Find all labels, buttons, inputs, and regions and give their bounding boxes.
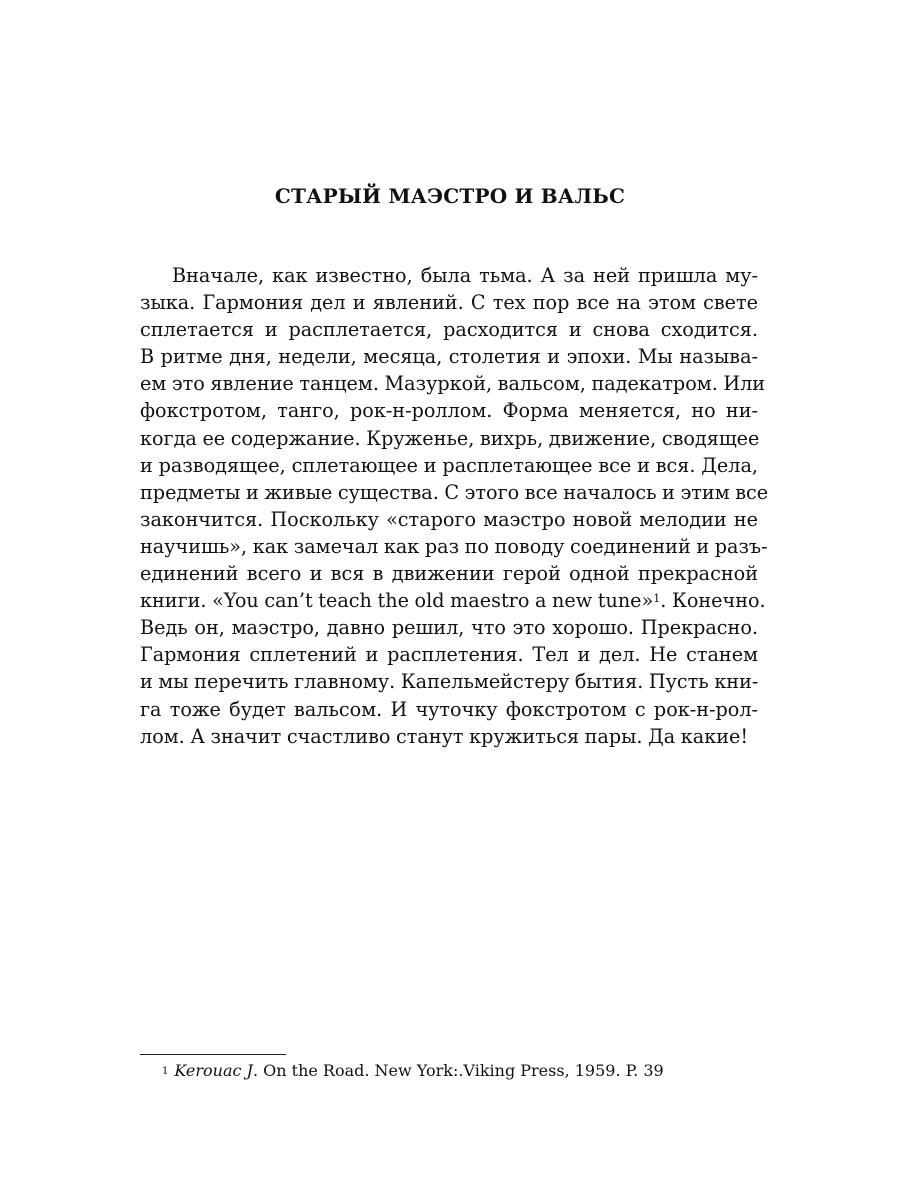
text-line: лом. А значит счастливо станут кружиться пары. Да какие! <box>140 724 749 748</box>
text-line: га тоже будет вальсом. И чуточку фокстротом с рок-н-рол- <box>140 697 758 721</box>
footnote-number: 1 <box>162 1066 169 1077</box>
text-line: и разводящее, сплетающее и расплетающее все и вся. Дела, <box>140 453 758 477</box>
footnote-divider <box>140 1054 286 1055</box>
chapter-title: СТАРЫЙ МАЭСТРО И ВАЛЬС <box>274 184 626 208</box>
text-line-with-footnote <box>140 587 766 614</box>
quote-text: книги. «You can’t teach the old maestro a new tune» <box>140 589 654 613</box>
text-line: зыка. Гармония дел и явлений. С тех пор все на этом свете <box>140 291 758 315</box>
text-line: предметы и живые существа. С этого все началось и этим все <box>140 480 769 504</box>
footnote <box>162 1060 762 1082</box>
footnote-reference[interactable]: 1 <box>653 592 661 606</box>
text-line: Гармония сплетений и расплетения. Тел и дел. Не станем <box>140 643 758 667</box>
line-tail: . Конечно. <box>660 589 766 613</box>
text-line: и мы перечить главному. Капельмейстеру бытия. Пусть кни- <box>140 670 759 694</box>
text-line: В ритме дня, недели, месяца, столетия и эпохи. Мы называ- <box>140 345 758 369</box>
text-line: ем это явление танцем. Мазуркой, вальсом, падекатром. Или <box>140 372 766 396</box>
text-line: единений всего и вся в движении герой одной прекрасной <box>140 562 758 586</box>
footnote-author: Kerouac J <box>174 1061 253 1080</box>
text-line: когда ее содержание. Круженье, вихрь, движение, сводящее <box>140 426 760 450</box>
body-paragraph <box>140 262 769 750</box>
text-line: Ведь он, маэстро, давно решил, что это хорошо. Прекрасно. <box>140 616 758 640</box>
footnote-text: . On the Road. New York:.Viking Press, 1959. P. 39 <box>252 1061 664 1080</box>
text-line: закончится. Поскольку «старого маэстро новой мелодии не <box>140 507 758 531</box>
text-line: Вначале, как известно, была тьма. А за ней пришла му- <box>172 264 758 287</box>
text-line: сплетается и расплетается, расходится и снова сходится. <box>140 318 758 342</box>
text-line: фокстротом, танго, рок-н-роллом. Форма меняется, но ни- <box>140 399 758 423</box>
text-line: научишь», как замечал как раз по поводу соединений и разъ- <box>140 534 768 558</box>
